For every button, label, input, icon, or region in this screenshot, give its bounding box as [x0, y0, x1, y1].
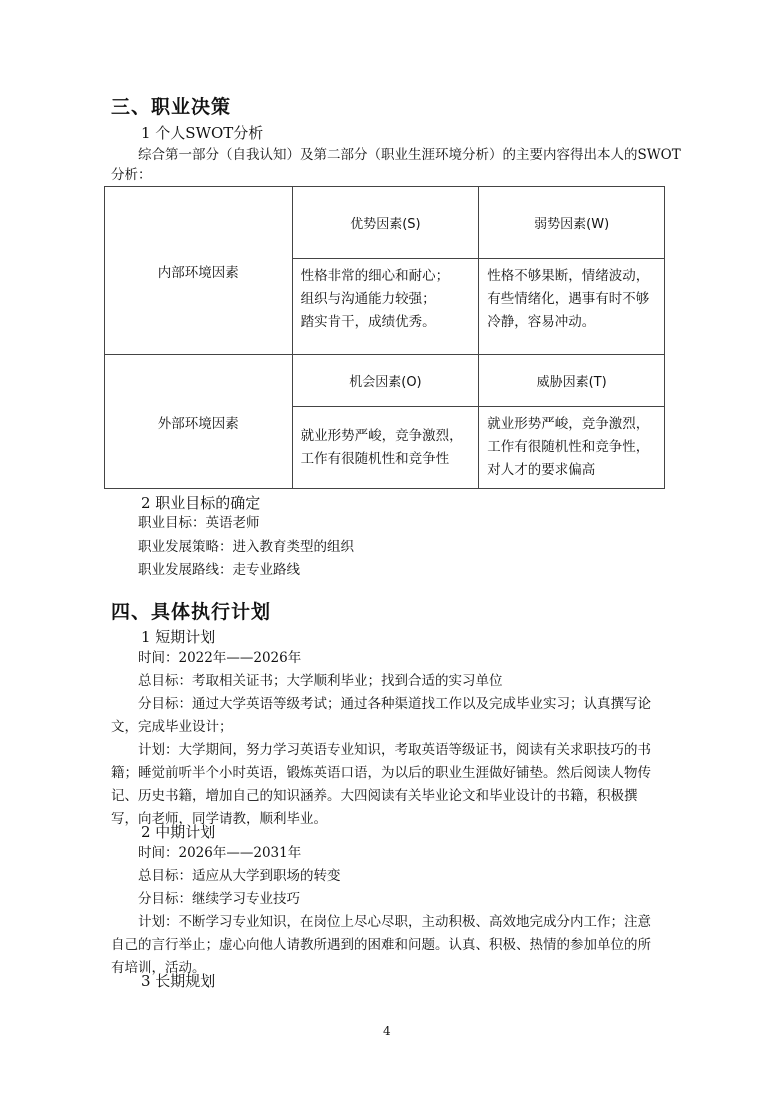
strengths-header: 优势因素(S): [292, 187, 479, 259]
strength-item: 踏实肯干，成绩优秀。: [300, 314, 436, 330]
short-term-heading: 1 短期计划: [141, 628, 216, 646]
long-term-heading: 3 长期规划: [141, 972, 216, 990]
weaknesses-cell: [479, 259, 665, 355]
mid-term-plan: 计划：不断学习专业知识，在岗位上尽心尽职，主动积极、高效地完成分内工作；注意自己的言行举止；虚心向他人请教所遇到的困难和问题。认真、积极、热情的参加单位的所有培训，活动。: [111, 914, 651, 976]
weakness-item: 性格不够果断，情绪波动，: [487, 268, 650, 284]
opportunities-header: 机会因素(O): [292, 355, 479, 407]
mid-term-heading: 2 中期计划: [141, 823, 216, 841]
threats-header: 威胁因素(T): [479, 355, 665, 407]
mid-term-goal: 总目标：适应从大学到职场的转变: [138, 868, 341, 884]
weaknesses-header: 弱势因素(W): [479, 187, 665, 259]
weakness-item: 冷静，容易冲动。: [487, 314, 596, 330]
opportunity-item: 工作有很随机性和竞争性: [300, 450, 450, 467]
mid-term-time: 时间：2026年——2031年: [138, 845, 302, 861]
opportunity-item: 就业形势严峻，竞争激烈，: [300, 427, 463, 444]
threat-item: 工作有很随机性和竞争性，: [487, 439, 650, 455]
career-goal: 职业目标：英语老师: [138, 515, 260, 531]
page-number: 4: [383, 1024, 391, 1038]
strength-item: 性格非常的细心和耐心；: [300, 268, 450, 284]
swot-intro-line2: 分析：: [111, 167, 152, 183]
threat-item: 就业形势严峻，竞争激烈，: [487, 416, 650, 432]
weakness-item: 有些情绪化，遇事有时不够: [487, 291, 650, 307]
opportunities-cell: [292, 407, 479, 489]
short-term-plan: 计划：大学期间，努力学习英语专业知识，考取英语等级证书，阅读有关求职技巧的书籍；睡觉前听半个小时英语，锻炼英语口语，为以后的职业生涯做好铺垫。然后阅读人物传记、历史书籍，增加自己的知识涵养。大四阅读有关毕业论文和毕业设计的书籍，积极撰写，向老师，同学请教，顺利毕业。: [111, 742, 651, 827]
career-strategy: 职业发展策略：进入教育类型的组织: [138, 539, 354, 555]
threat-item: 对人才的要求偏高: [487, 462, 596, 478]
short-term-subgoal: 分目标：通过大学英语等级考试；通过各种渠道找工作以及完成毕业实习；认真撰写论文，完成毕业设计；: [111, 696, 651, 735]
internal-factors-label: 内部环境因素: [105, 187, 293, 355]
swot-intro-line1: 综合第一部分（自我认知）及第二部分（职业生涯环境分析）的主要内容得出本人的SWOT: [138, 147, 681, 163]
swot-subheading: 1 个人SWOT分析: [141, 124, 264, 142]
mid-term-subgoal: 分目标：继续学习专业技巧: [138, 891, 300, 907]
strengths-cell: [292, 259, 479, 355]
short-term-goal: 总目标：考取相关证书；大学顺利毕业；找到合适的实习单位: [138, 673, 503, 689]
short-term-time: 时间：2022年——2026年: [138, 650, 302, 666]
career-goal-subheading: 2 职业目标的确定: [141, 494, 261, 512]
external-factors-label: 外部环境因素: [105, 355, 293, 489]
section-3-title: 三、职业决策: [111, 96, 232, 118]
threats-cell: [479, 407, 665, 489]
career-route: 职业发展路线：走专业路线: [138, 562, 300, 578]
strength-item: 组织与沟通能力较强；: [300, 291, 436, 307]
section-4-title: 四、具体执行计划: [111, 601, 272, 623]
swot-table: [104, 186, 665, 489]
